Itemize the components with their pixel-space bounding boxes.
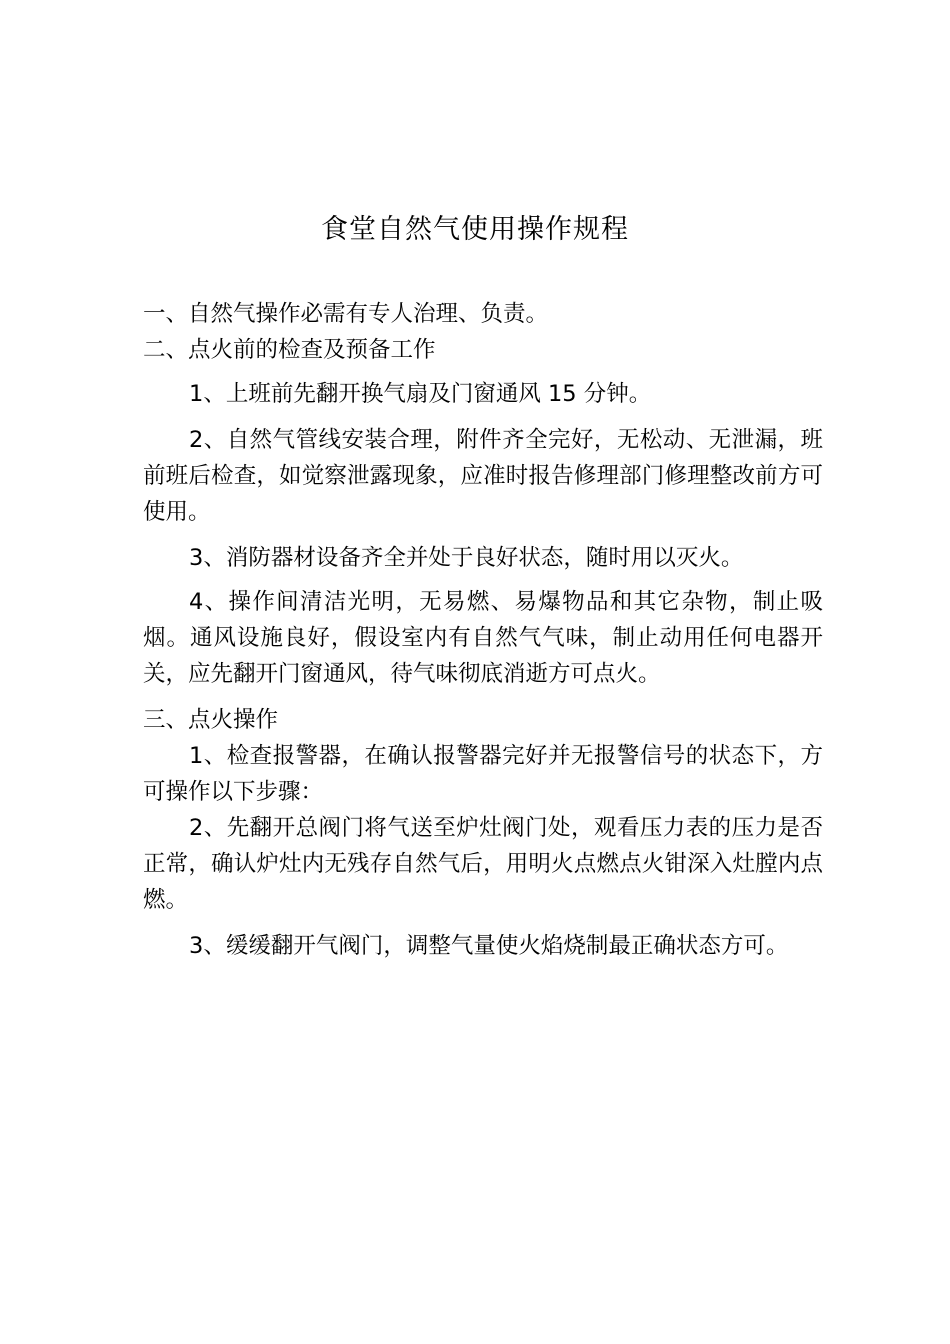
document-body [143, 296, 823, 964]
section-item: 1、检查报警器，在确认报警器完好并无报警信号的状态下，方可操作以下步骤： [143, 743, 823, 805]
section-2 [143, 332, 823, 692]
section-item: 3、消防器材设备齐全并处于良好状态，随时用以灭火。 [189, 545, 744, 571]
section-heading: 二、点火前的检查及预备工作 [143, 337, 436, 363]
section-1 [143, 296, 823, 332]
section-heading: 三、点火操作 [143, 707, 279, 733]
section-item: 3、缓缓翻开气阀门，调整气量使火焰烧制最正确状态方可。 [189, 933, 789, 959]
section-heading: 一、自然气操作必需有专人治理、负责。 [143, 301, 549, 327]
section-3 [143, 702, 823, 964]
section-item: 4、操作间清洁光明，无易燃、易爆物品和其它杂物，制止吸烟。通风设施良好，假设室内有自然气气味，制止动用任何电器开关，应先翻开门窗通风，待气味彻底消逝方可点火。 [143, 589, 823, 687]
document-title: 食堂自然气使用操作规程 [321, 214, 629, 245]
section-item: 2、先翻开总阀门将气送至炉灶阀门处，观看压力表的压力是否正常，确认炉灶内无残存自然气后，用明火点燃点火钳深入灶膛内点燃。 [143, 815, 823, 913]
section-item: 1、上班前先翻开换气扇及门窗通风 15 分钟。 [189, 381, 652, 407]
section-item: 2、自然气管线安装合理，附件齐全完好，无松动、无泄漏，班前班后检查，如觉察泄露现象，应准时报告修理部门修理整改前方可使用。 [143, 427, 823, 525]
